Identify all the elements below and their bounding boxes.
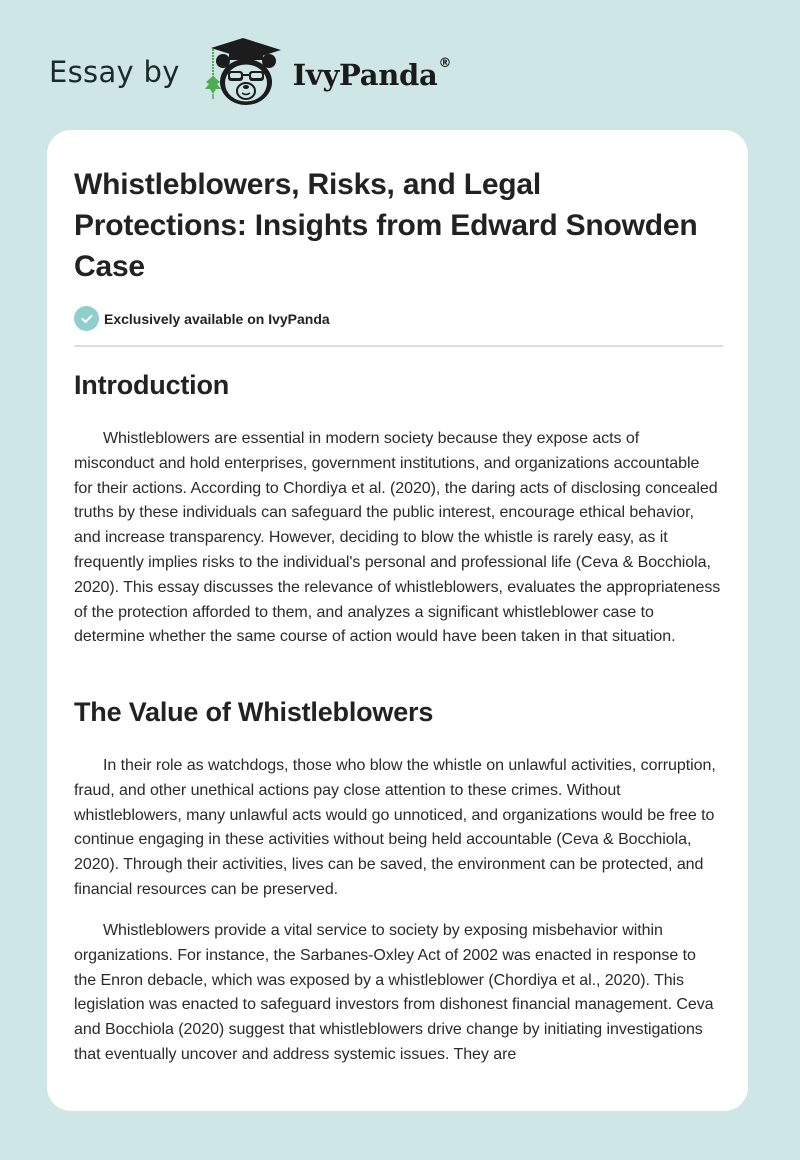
paragraph: Whistleblowers are essential in modern society because they expose acts of misconduct and hold enterprises, government institutions, and organizations accountable for their actions. According to Chordiya et al. (2020), the daring acts of disclosing concealed truths by these individuals can safeguard the public interest, encourage ethical behavior, and increase transparency. However, deciding to blow the whistle is rarely easy, as it frequently implies risks to the individual's personal and professional life (Ceva & Bocchiola, 2020). This essay discusses the relevance of whistleblowers, evaluates the appropriateness of the protection afforded to them, and analyzes a significant whistleblower case to determine whether the same course of action would have been taken in that situation.: [74, 430, 721, 646]
badge-text: Exclusively available on IvyPanda: [104, 310, 330, 327]
panda-graduation-cap-icon[interactable]: [199, 36, 287, 108]
page-title: Whistleblowers, Risks, and Legal Protections: Insights from Edward Snowden Case: [74, 168, 698, 283]
paragraph: In their role as watchdogs, those who blow the whistle on unlawful activities, corruption, fraud, and other unethical actions pay close attention to these crimes. Without whistleblowers, many unlawful acts would go unnoticed, and organizations would be free to continue engaging in these activities without being held accountable (Ceva & Bocchiola, 2020). Through their activities, lives can be saved, the environment can be protected, and financial resources can be preserved.: [74, 757, 716, 898]
check-circle-icon: [74, 306, 99, 331]
divider: [74, 345, 723, 347]
exclusive-badge: [74, 306, 330, 331]
paragraph: Whistleblowers provide a vital service to society by exposing misbehavior within organizations. For instance, the Sarbanes-Oxley Act of 2002 was enacted in response to the Enron debacle, which was exposed by a whistleblower (Chordiya et al., 2020). This legislation was enacted to safeguard investors from dishonest financial management. Ceva and Bocchiola (2020) suggest that whistleblowers drive change by initiating investigations that eventually uncover and address systemic issues. They are: [74, 922, 714, 1063]
section-heading-introduction: Introduction: [74, 370, 230, 400]
registered-mark: ®: [438, 56, 452, 71]
site-header: [49, 36, 451, 108]
essay-card: [47, 130, 748, 1111]
brand-name[interactable]: IvyPanda®: [292, 56, 452, 92]
section-heading-value-of-whistleblowers: The Value of Whistleblowers: [74, 697, 434, 727]
brand-prefix: Essay by: [49, 55, 180, 89]
